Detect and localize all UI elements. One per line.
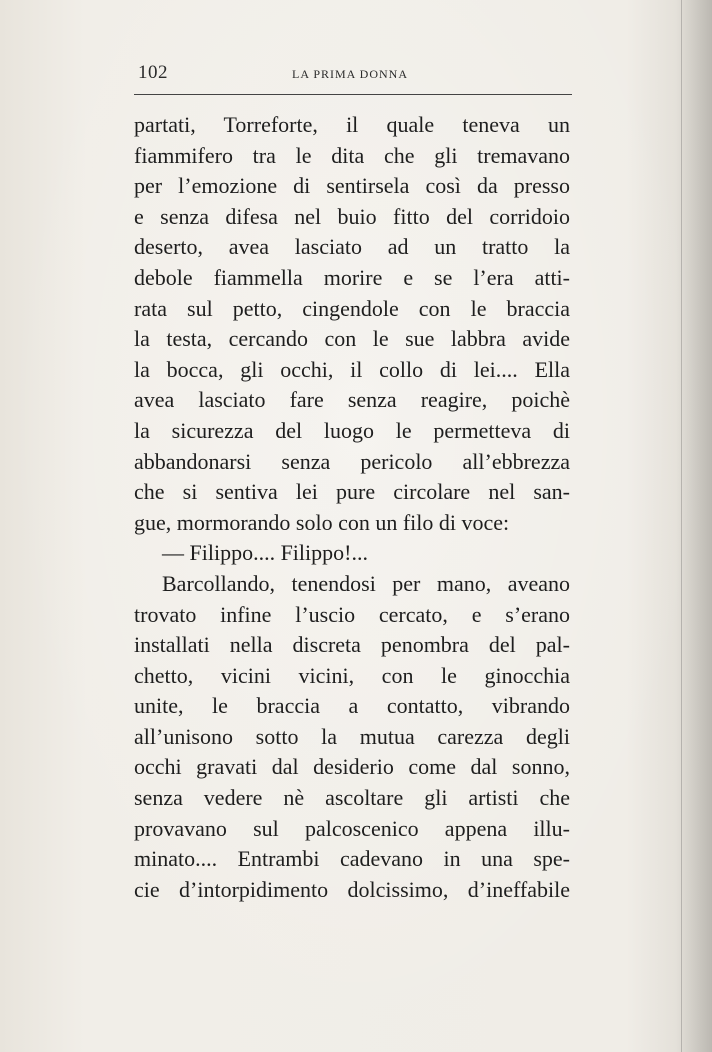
page-number: 102 [138, 62, 168, 83]
text-line: minato.... Entrambi cadevano in una spe- [134, 846, 570, 872]
text-line: la testa, cercando con le sue labbra avide [134, 326, 570, 352]
text-line: all’unisono sotto la mutua carezza degli [134, 723, 570, 749]
text-line: la bocca, gli occhi, il collo di lei.... Ella [134, 356, 570, 382]
text-line: occhi gravati dal desiderio come dal sonno, [134, 754, 570, 780]
text-line: partati, Torreforte, il quale teneva un [134, 112, 570, 137]
text-line: fiammifero tra le dita che gli tremavano [134, 142, 570, 168]
text-line: unite, le braccia a contatto, vibrando [134, 693, 570, 719]
text-line: avea lasciato fare senza reagire, poichè [134, 387, 570, 413]
text-line: cie d’intorpidimento dolcissimo, d’ineffabile [134, 876, 570, 902]
text-line: senza vedere nè ascoltare gli artisti che [134, 785, 570, 811]
text-line: trovato infine l’uscio cercato, e s’erano [134, 601, 570, 627]
text-line: che si sentiva lei pure circolare nel san- [134, 479, 570, 505]
page-header [134, 58, 570, 88]
text-line: la sicurezza del luogo le permetteva di [134, 417, 570, 443]
text-line: per l’emozione di sentirsela così da presso [134, 173, 570, 199]
header-rule [134, 94, 572, 95]
text-line: provavano sul palcoscenico appena illu- [134, 815, 570, 841]
text-line: deserto, avea lasciato ad un tratto la [134, 234, 570, 260]
text-line: gue, mormorando solo con un filo di voce: [134, 509, 510, 535]
dialogue-line: — Filippo.... Filippo!... [162, 540, 368, 566]
paragraph-first-line: Barcollando, tenendosi per mano, aveano [162, 570, 570, 596]
text-line: chetto, vicini vicini, con le ginocchia [134, 662, 570, 688]
text-line: debole fiammella morire e se l’era atti- [134, 264, 570, 290]
text-line: rata sul petto, cingendole con le braccia [134, 295, 570, 321]
binding-edge-line [681, 0, 682, 1052]
text-line: installati nella discreta penombra del pal- [134, 632, 570, 658]
text-line: e senza difesa nel buio fitto del corridoio [134, 203, 570, 229]
body-text [134, 110, 570, 905]
running-title: LA PRIMA DONNA [292, 67, 409, 81]
text-line: abbandonarsi senza pericolo all’ebbrezza [134, 448, 570, 474]
